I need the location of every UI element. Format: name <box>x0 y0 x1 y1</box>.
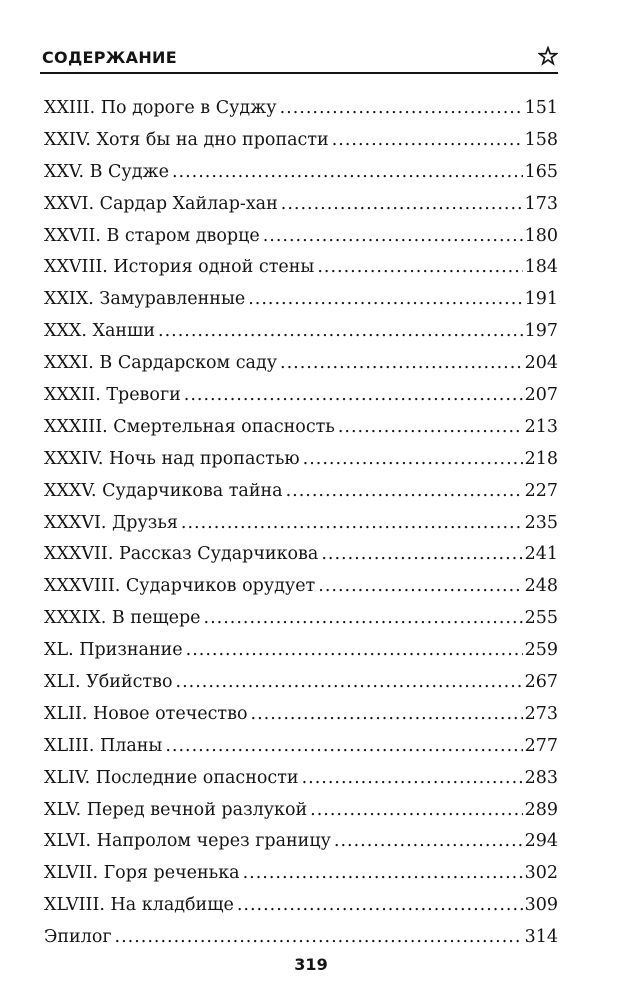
toc-dot-leader <box>158 316 523 348</box>
header-rule <box>40 72 558 74</box>
toc-dot-leader <box>310 795 522 827</box>
toc-entry-title: XXXI. В Сардарском саду <box>44 353 278 374</box>
table-of-contents <box>44 93 558 954</box>
toc-entry <box>44 826 558 858</box>
toc-entry-title: XXXII. Тревоги <box>44 385 181 406</box>
toc-dot-leader <box>321 539 522 571</box>
toc-dot-leader <box>172 157 523 189</box>
toc-dot-leader <box>302 763 523 795</box>
toc-entry-title: XLVI. Напролом через границу <box>44 831 331 852</box>
toc-entry <box>44 348 558 380</box>
toc-entry-page: 248 <box>524 576 558 597</box>
toc-dot-leader <box>186 635 523 667</box>
toc-entry-page: 180 <box>524 225 558 246</box>
toc-entry-page: 283 <box>524 767 558 788</box>
toc-entry <box>44 252 558 284</box>
toc-entry-title: XXXVI. Друзья <box>44 512 178 533</box>
toc-entry <box>44 316 558 348</box>
toc-entry-title: XXXVII. Рассказ Сударчикова <box>44 544 319 565</box>
toc-entry-title: XXIX. Замуравленные <box>44 289 246 310</box>
toc-entry-page: 151 <box>524 98 558 118</box>
toc-entry-page: 314 <box>524 927 558 948</box>
toc-entry <box>44 922 558 954</box>
toc-entry <box>44 603 558 635</box>
toc-entry-title: XXVIII. История одной стены <box>44 257 315 278</box>
toc-entry <box>44 795 558 827</box>
running-head <box>40 46 560 72</box>
toc-entry <box>44 380 558 412</box>
toc-entry-page: 241 <box>524 544 558 565</box>
toc-entry-page: 302 <box>524 863 558 884</box>
toc-dot-leader <box>248 284 522 316</box>
toc-entry-title: XXXIII. Смертельная опасность <box>44 416 335 437</box>
toc-dot-leader <box>280 348 523 380</box>
toc-entry-page: 165 <box>524 161 558 182</box>
toc-entry-page: 294 <box>524 831 558 852</box>
toc-dot-leader <box>263 221 523 253</box>
toc-entry-title: XXIV. Хотя бы на дно пропасти <box>44 129 329 150</box>
toc-entry-title: XXXV. Сударчикова тайна <box>44 480 283 501</box>
toc-entry <box>44 476 558 508</box>
toc-entry-page: 259 <box>524 640 558 661</box>
toc-dot-leader <box>280 93 523 125</box>
toc-entry <box>44 539 558 571</box>
toc-entry-page: 277 <box>524 735 558 756</box>
toc-entry-title: XLI. Убийство <box>44 672 173 693</box>
toc-entry <box>44 731 558 763</box>
toc-entry <box>44 699 558 731</box>
toc-entry <box>44 444 558 476</box>
toc-entry <box>44 221 558 253</box>
toc-entry <box>44 635 558 667</box>
toc-entry-page: 218 <box>524 448 558 469</box>
toc-entry-page: 255 <box>524 608 558 629</box>
toc-entry-page: 191 <box>524 289 558 310</box>
toc-entry-title: XXVII. В старом дворце <box>44 225 260 246</box>
toc-dot-leader <box>204 603 523 635</box>
toc-entry-page: 173 <box>524 193 558 214</box>
toc-entry <box>44 667 558 699</box>
toc-entry <box>44 157 558 189</box>
toc-entry-title: Эпилог <box>44 927 112 948</box>
toc-entry <box>44 858 558 890</box>
toc-dot-leader <box>165 731 522 763</box>
toc-entry-page: 267 <box>524 672 558 693</box>
toc-entry-title: XLVII. Горя реченька <box>44 863 240 884</box>
toc-dot-leader <box>184 380 523 412</box>
toc-entry-page: 289 <box>524 799 558 820</box>
toc-dot-leader <box>303 444 523 476</box>
toc-dot-leader <box>317 252 522 284</box>
toc-entry <box>44 125 558 157</box>
toc-entry-page: 309 <box>524 895 558 916</box>
toc-entry-title: XXX. Ханши <box>44 321 155 342</box>
toc-dot-leader <box>243 858 523 890</box>
toc-dot-leader <box>251 699 523 731</box>
toc-dot-leader <box>115 922 523 954</box>
toc-entry-title: XL. Признание <box>44 640 183 661</box>
toc-entry-title: XXXVIII. Сударчиков орудует <box>44 576 316 597</box>
running-head-title: СОДЕРЖАНИЕ <box>42 48 177 67</box>
toc-entry-page: 207 <box>524 385 558 406</box>
toc-entry <box>44 284 558 316</box>
page-number: 319 <box>294 955 328 974</box>
toc-entry-page: 235 <box>524 512 558 533</box>
toc-entry-page: 213 <box>524 416 558 437</box>
toc-entry-title: XXIII. По дороге в Суджу <box>44 98 277 118</box>
toc-entry <box>44 189 558 221</box>
toc-entry <box>44 890 558 922</box>
toc-dot-leader <box>237 890 523 922</box>
star-icon <box>538 46 558 66</box>
toc-entry-title: XLV. Перед вечной разлукой <box>44 799 308 820</box>
toc-entry-page: 158 <box>524 129 558 150</box>
toc-entry-page: 273 <box>524 703 558 724</box>
toc-entry <box>44 571 558 603</box>
toc-dot-leader <box>334 826 523 858</box>
toc-entry <box>44 763 558 795</box>
toc-entry <box>44 412 558 444</box>
toc-entry-title: XLIV. Последние опасности <box>44 767 299 788</box>
toc-entry-page: 204 <box>524 353 558 374</box>
toc-dot-leader <box>286 476 523 508</box>
toc-entry-title: XLVIII. На кладбище <box>44 895 234 916</box>
toc-dot-leader <box>176 667 523 699</box>
toc-entry-title: XXXIV. Ночь над пропастью <box>44 448 300 469</box>
toc-dot-leader <box>338 412 523 444</box>
toc-entry-title: XXVI. Сардар Хайлар-хан <box>44 193 278 214</box>
toc-entry-page: 184 <box>524 257 558 278</box>
toc-entry-page: 197 <box>524 321 558 342</box>
toc-entry-title: XLIII. Планы <box>44 735 163 756</box>
toc-dot-leader <box>281 189 523 221</box>
toc-entry <box>44 508 558 540</box>
toc-dot-leader <box>332 125 523 157</box>
toc-entry-title: XXV. В Судже <box>44 161 169 182</box>
toc-entry <box>44 93 558 125</box>
toc-entry-title: XLII. Новое отечество <box>44 703 248 724</box>
toc-dot-leader <box>318 571 522 603</box>
toc-entry-page: 227 <box>524 480 558 501</box>
toc-entry-title: XXXIX. В пещере <box>44 608 201 629</box>
toc-dot-leader <box>181 508 523 540</box>
